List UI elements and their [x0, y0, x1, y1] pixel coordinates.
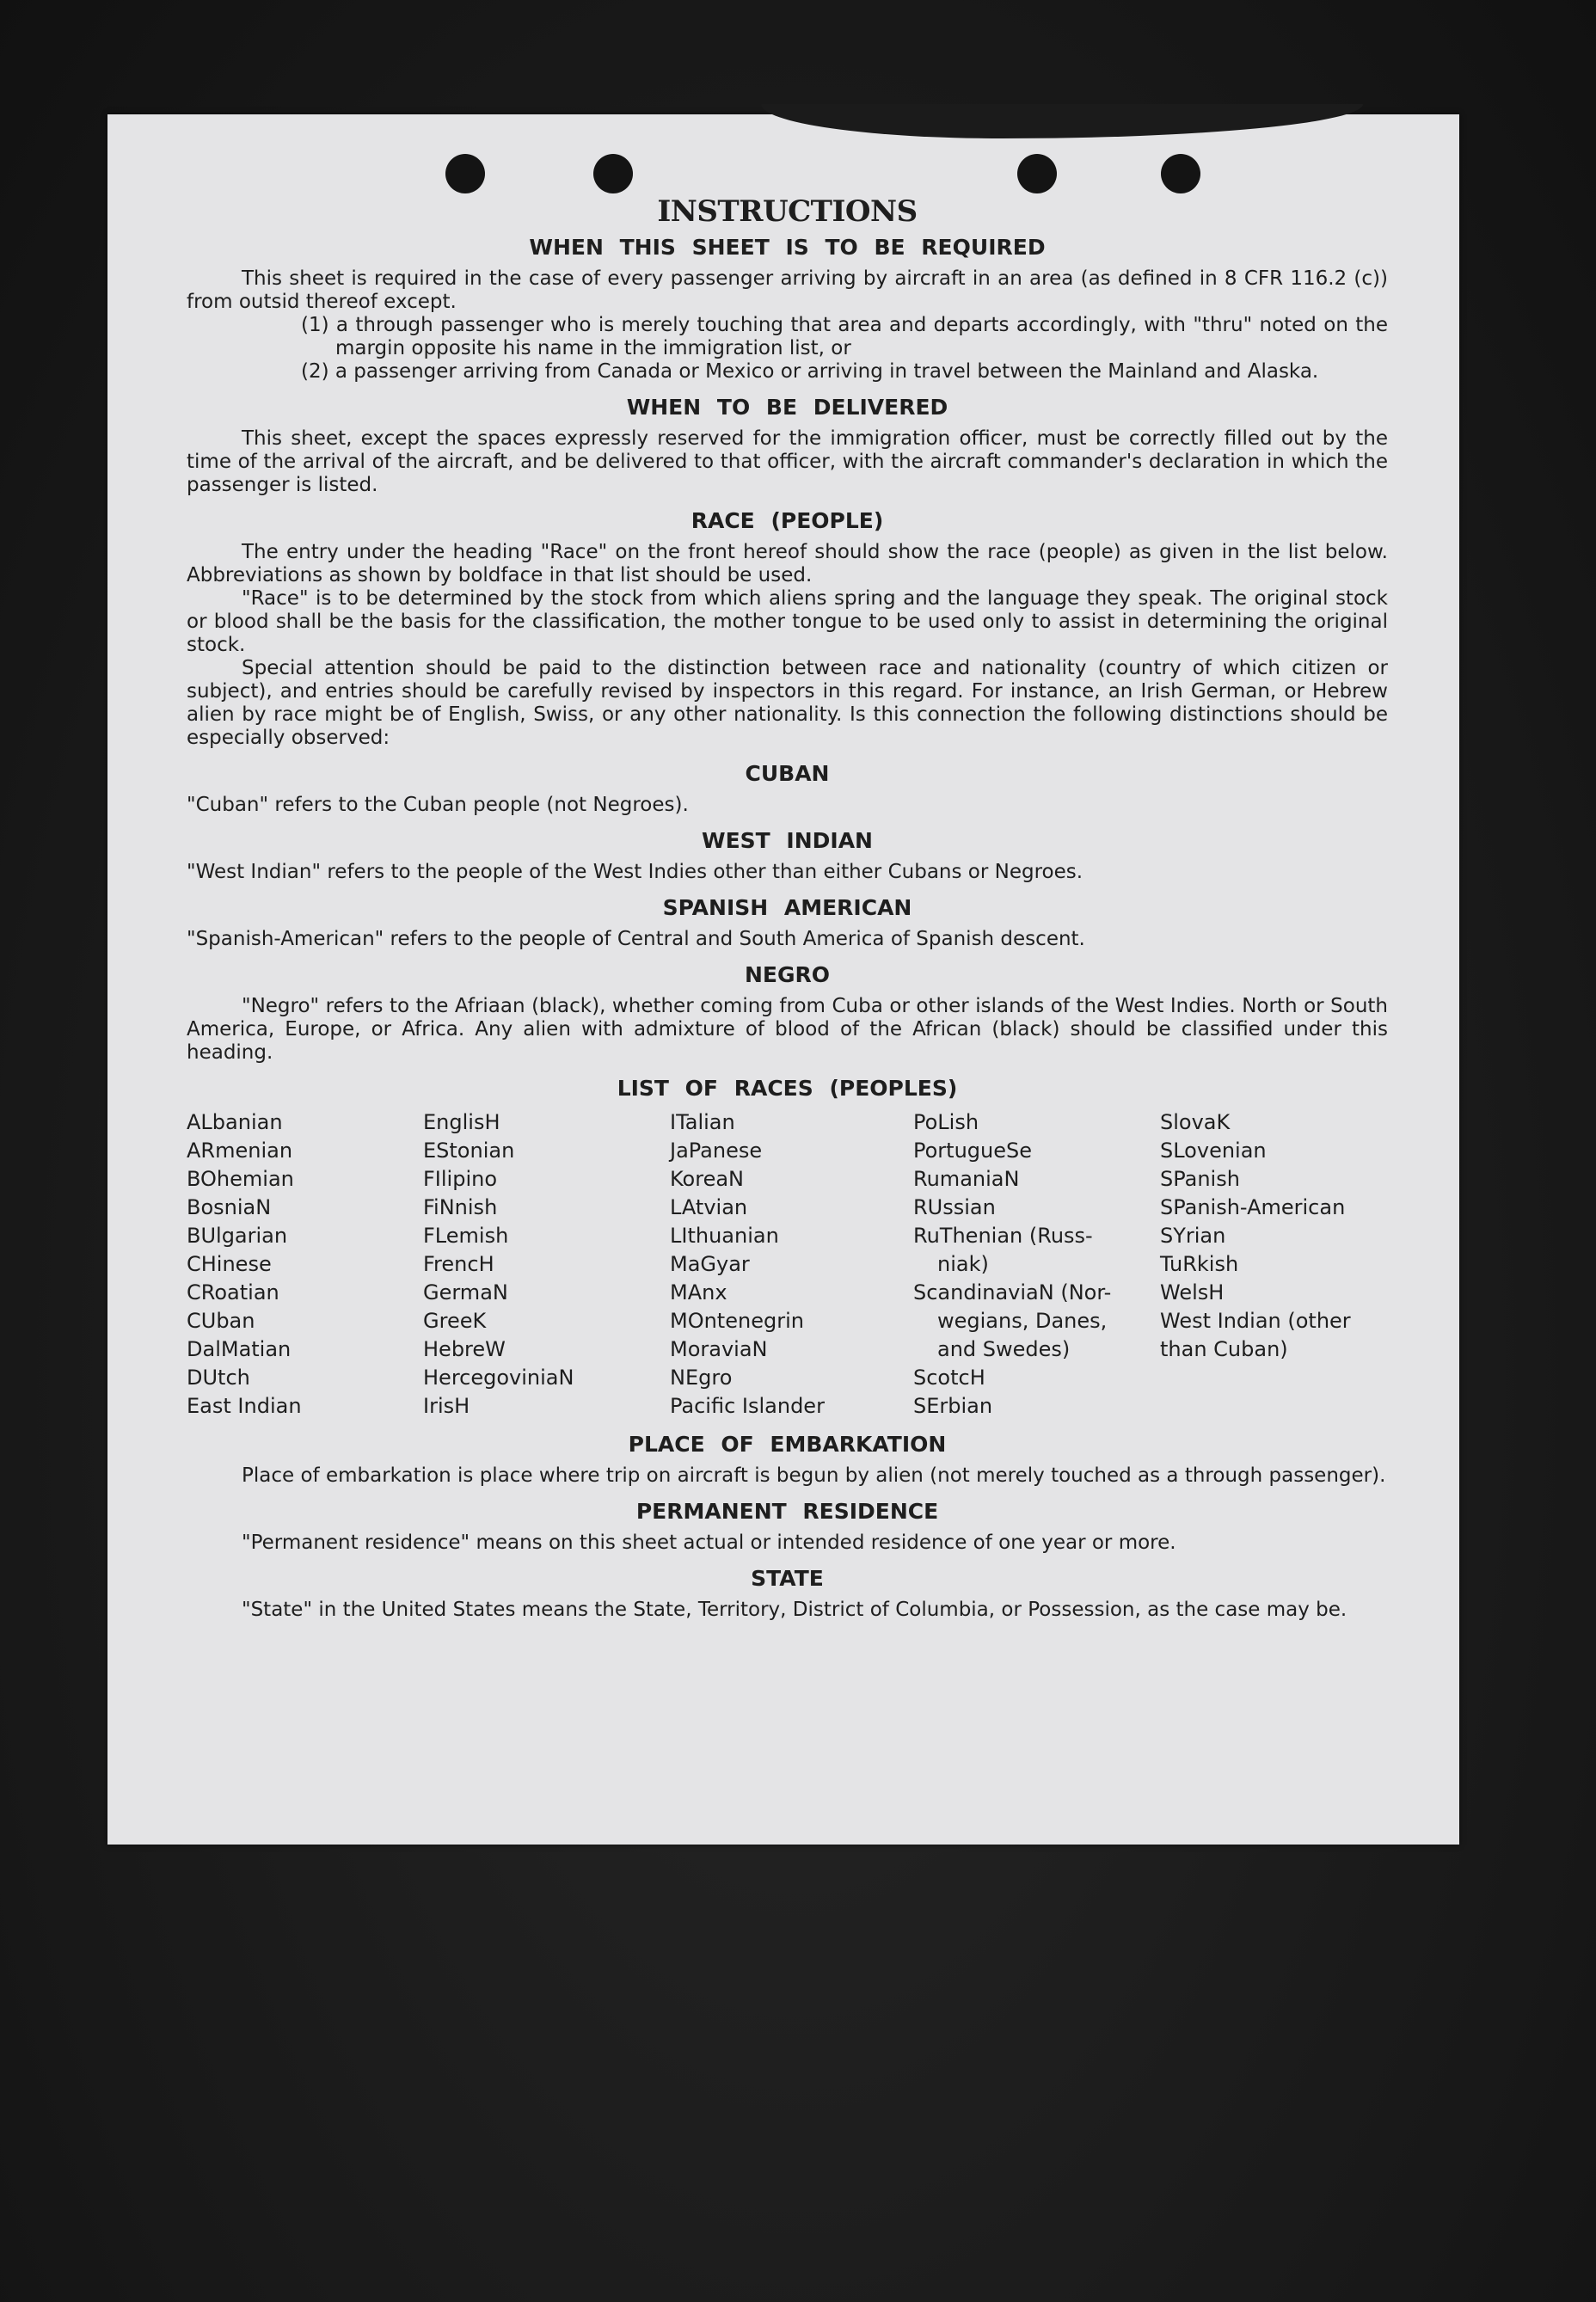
race-entry: GermaN	[423, 1280, 508, 1304]
punch-hole	[1161, 154, 1200, 193]
race-entry: SErbian	[913, 1394, 993, 1418]
paragraph: This sheet, except the spaces expressly reserved for the immigration officer, must be correctly filled out by the time of the arrival of the aircraft, and be delivered to that officer, with the aircraft commander's declaration in which the passenger is listed.	[187, 427, 1388, 496]
race-entry: Pacific Islander	[670, 1394, 825, 1418]
race-entry: TuRkish	[1160, 1252, 1239, 1276]
section-heading-required: WHEN THIS SHEET IS TO BE REQUIRED	[529, 235, 1046, 260]
race-entry: ALbanian	[187, 1110, 283, 1134]
races-column	[187, 1108, 423, 1421]
paragraph: "West Indian" refers to the people of the West Indies other than either Cubans or Negroes.	[187, 861, 1083, 883]
paragraph: "Spanish-American" refers to the people of Central and South America of Spanish descent.	[187, 928, 1085, 950]
section-heading-cuban: CUBAN	[745, 761, 830, 786]
paragraph: This sheet is required in the case of every passenger arriving by aircraft in an area (as defined in 8 CFR 116.2 (c)) from outsid thereof except.	[187, 267, 1388, 313]
race-entry: ITalian	[670, 1110, 735, 1134]
punch-hole	[1017, 154, 1057, 193]
race-entry: MoraviaN	[670, 1337, 768, 1361]
race-entry: than Cuban)	[1160, 1337, 1288, 1361]
races-column	[913, 1108, 1160, 1421]
section-heading-negro: NEGRO	[744, 962, 831, 987]
race-entry: wegians, Danes,	[937, 1309, 1108, 1333]
race-entry: DalMatian	[187, 1337, 292, 1361]
race-entry: DUtch	[187, 1366, 250, 1390]
race-entry: West Indian (other	[1160, 1309, 1351, 1333]
race-entry: WelsH	[1160, 1280, 1225, 1304]
race-entry: SPanish-American	[1160, 1195, 1346, 1219]
paragraph: "Permanent residence" means on this sheet actual or intended residence of one year or more.	[242, 1532, 1176, 1554]
race-entry: FiNnish	[423, 1195, 498, 1219]
section-heading-residence: PERMANENT RESIDENCE	[635, 1499, 939, 1524]
paragraph: The entry under the heading "Race" on the front hereof should show the race (people) as given in the list below. Abbreviations as shown by boldface in that list should be used.	[187, 541, 1388, 586]
race-entry: RumaniaN	[913, 1167, 1020, 1191]
section-heading-delivered: WHEN TO BE DELIVERED	[626, 395, 948, 420]
race-entry: CUban	[187, 1309, 255, 1333]
section-heading-race: RACE (PEOPLE)	[691, 508, 884, 533]
races-column	[423, 1108, 670, 1421]
race-entry: RuThenian (Russ-	[913, 1224, 1093, 1248]
race-entry: MAnx	[670, 1280, 727, 1304]
races-column	[1160, 1108, 1388, 1421]
section-heading-west-indian: WEST INDIAN	[702, 828, 873, 853]
list-item: (1) a through passenger who is merely touching that area and departs accordingly, with "thru" noted on the margin opposite his name in the immigration list, or	[301, 314, 1388, 359]
race-entry: BosniaN	[187, 1195, 272, 1219]
race-entry: LIthuanian	[670, 1224, 779, 1248]
race-entry: SYrian	[1160, 1224, 1226, 1248]
section-heading-state: STATE	[751, 1566, 824, 1591]
punch-hole	[445, 154, 485, 193]
paragraph: "Cuban" refers to the Cuban people (not Negroes).	[187, 794, 689, 816]
race-entry: ARmenian	[187, 1139, 293, 1163]
races-list	[187, 1108, 1388, 1421]
race-entry: HebreW	[423, 1337, 506, 1361]
race-entry: niak)	[937, 1252, 989, 1276]
race-entry: FIlipino	[423, 1167, 498, 1191]
race-entry: GreeK	[423, 1309, 487, 1333]
instructions-content	[187, 194, 1388, 1622]
race-entry: FLemish	[423, 1224, 509, 1248]
race-entry: CHinese	[187, 1252, 272, 1276]
races-column	[670, 1108, 913, 1421]
race-entry: EStonian	[423, 1139, 515, 1163]
race-entry: KoreaN	[670, 1167, 744, 1191]
race-entry: LAtvian	[670, 1195, 748, 1219]
race-entry: PoLish	[913, 1110, 979, 1134]
race-entry: PortugueSe	[913, 1139, 1032, 1163]
paragraph: "Negro" refers to the Afriaan (black), whether coming from Cuba or other islands of the West Indies. North or South America, Europe, or Africa. Any alien with admixture of blood of the African (black) should be classified under this heading.	[187, 995, 1388, 1064]
race-entry: SLovenian	[1160, 1139, 1267, 1163]
race-entry: ScandinaviaN (Nor-	[913, 1280, 1112, 1304]
race-entry: JaPanese	[670, 1139, 763, 1163]
race-entry: EnglisH	[423, 1110, 500, 1134]
race-entry: FrencH	[423, 1252, 494, 1276]
race-entry: NEgro	[670, 1366, 733, 1390]
page-title: INSTRUCTIONS	[657, 194, 918, 229]
race-entry: SlovaK	[1160, 1110, 1231, 1134]
paragraph: "State" in the United States means the State, Territory, District of Columbia, or Possession, as the case may be.	[242, 1599, 1347, 1621]
list-item: (2) a passenger arriving from Canada or Mexico or arriving in travel between the Mainland and Alaska.	[301, 360, 1319, 383]
race-entry: and Swedes)	[937, 1337, 1071, 1361]
race-entry: East Indian	[187, 1394, 302, 1418]
race-entry: HercegoviniaN	[423, 1366, 574, 1390]
race-entry: SPanish	[1160, 1167, 1240, 1191]
torn-edge	[761, 104, 1363, 138]
race-entry: MaGyar	[670, 1252, 750, 1276]
race-entry: BUlgarian	[187, 1224, 288, 1248]
race-entry: IrisH	[423, 1394, 470, 1418]
race-entry: ScotcH	[913, 1366, 985, 1390]
paragraph: Special attention should be paid to the distinction between race and nationality (country of which citizen or subject), and entries should be carefully revised by inspectors in this regard. For instance, an Irish German, or Hebrew alien by race might be of English, Swiss, or any other nationality. Is this connection the following distinctions should be especially observed:	[187, 657, 1388, 749]
paragraph: "Race" is to be determined by the stock from which aliens spring and the language they speak. The original stock or blood shall be the basis for the classification, the mother tongue to be used only to assist in determining the original stock.	[187, 587, 1388, 656]
race-entry: RUssian	[913, 1195, 996, 1219]
section-heading-spanish-american: SPANISH AMERICAN	[662, 895, 912, 920]
document-page	[107, 114, 1459, 1845]
paragraph: Place of embarkation is place where trip on aircraft is begun by alien (not merely touched as a through passenger).	[242, 1464, 1386, 1487]
section-heading-embarkation: PLACE OF EMBARKATION	[628, 1432, 947, 1457]
race-entry: BOhemian	[187, 1167, 294, 1191]
race-entry: CRoatian	[187, 1280, 279, 1304]
punch-hole	[593, 154, 633, 193]
section-heading-races-list: LIST OF RACES (PEOPLES)	[617, 1076, 958, 1101]
race-entry: MOntenegrin	[670, 1309, 804, 1333]
